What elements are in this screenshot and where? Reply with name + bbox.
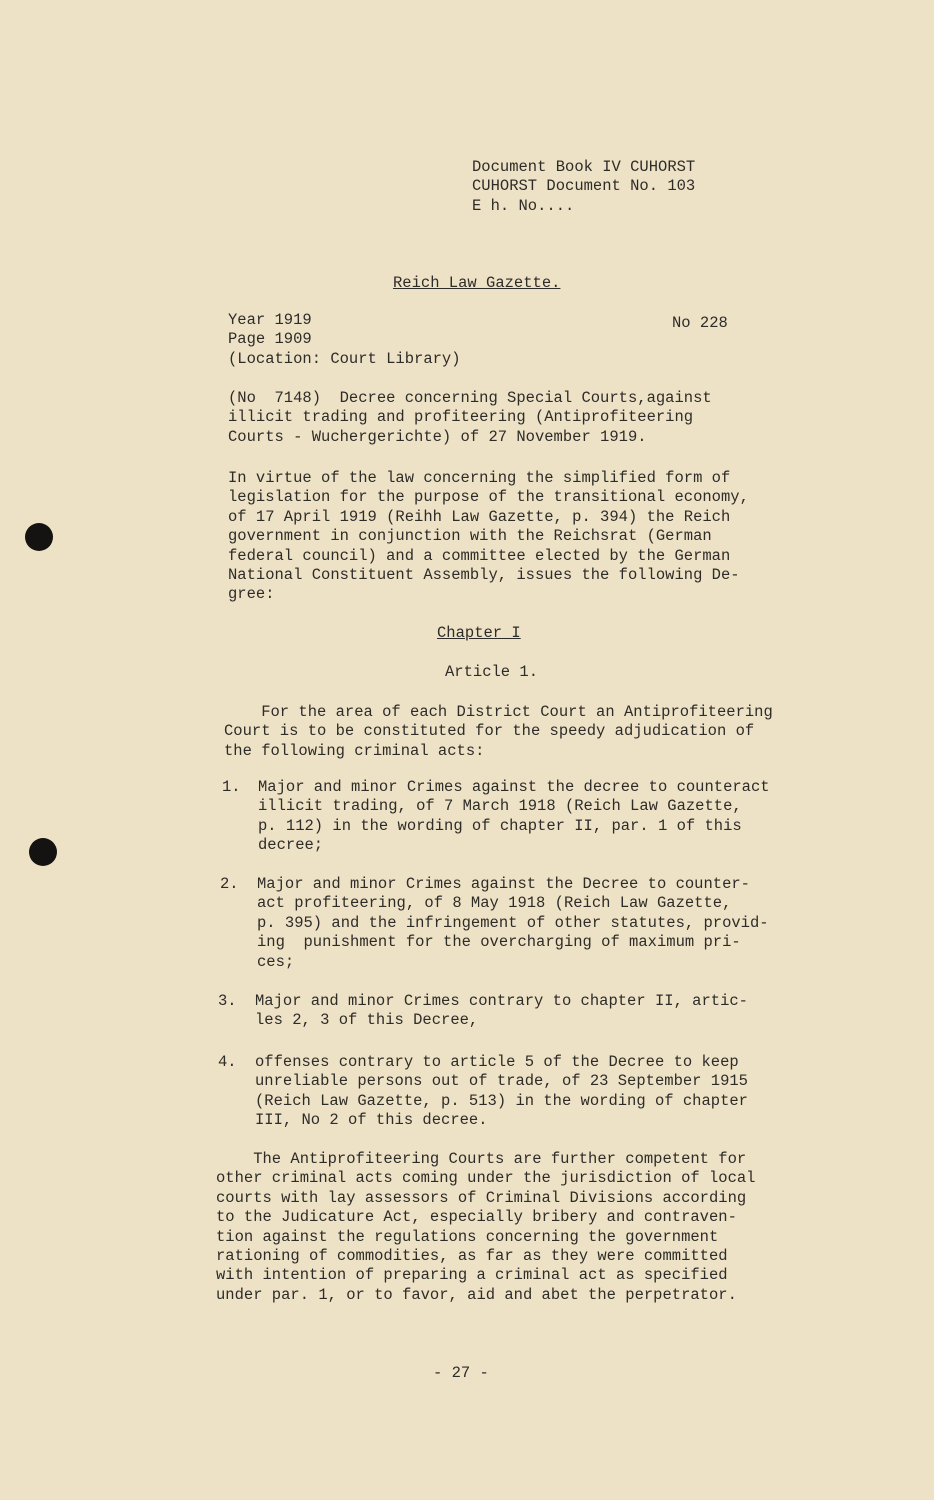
text-line: under par. 1, or to favor, aid and abet the perpetrator. [216,1285,737,1304]
text-line: federal council) and a committee elected by the German [228,546,731,565]
text-line: Court is to be constituted for the speedy adjudication of [224,722,755,741]
text-line: (No 7148) Decree concerning Special Courts,against [228,389,712,407]
text-line: other criminal acts coming under the jurisdiction of local [216,1169,756,1188]
text-line: to the Judicature Act, especially bribery and contraven- [216,1208,737,1227]
text-line: decree; [258,836,324,855]
decree-title [228,389,712,447]
text-line: III, No 2 of this decree. [255,1111,488,1130]
text-line: The Antiprofiteering Courts are further competent for [216,1150,747,1168]
text-line: p. 112) in the wording of chapter II, par. 1 of this [258,816,742,835]
text-line: government in conjunction with the Reichsrat (German [228,527,712,546]
item-number: 2. [220,875,239,893]
header-line: E h. No.... [472,196,575,215]
text-line: Courts - Wuchergerichte) of 27 November 1919. [228,427,647,446]
header-line: Document Book IV CUHORST [472,158,696,176]
punch-hole [25,523,53,551]
text-line: Major and minor Crimes against the decree to counteract [258,778,770,796]
page-number: - 27 - [433,1364,489,1382]
text-line: act profiteering, of 8 May 1918 (Reich Law Gazette, [257,894,732,913]
text-line: In virtue of the law concerning the simplified form of [228,469,731,487]
page-title: Reich Law Gazette. [393,274,561,292]
item-number: 3. [218,992,237,1010]
text-line: National Constituent Assembly, issues the following De- [228,566,740,585]
article-intro [224,703,773,761]
document-header [472,158,695,216]
text-line: p. 395) and the infringement of other statutes, provid- [257,913,769,932]
text-line: legislation for the purpose of the transitional economy, [228,488,749,507]
item-number: 4. [218,1053,237,1071]
text-line: les 2, 3 of this Decree, [255,1011,479,1030]
text-line: (Reich Law Gazette, p. 513) in the wording of chapter [255,1091,748,1110]
text-line: tion against the regulations concerning the government [216,1227,719,1246]
item-number: 1. [222,778,241,796]
text-line: Major and minor Crimes against the Decree to counter- [257,875,750,893]
item-text [255,1053,748,1131]
text-line: unreliable persons out of trade, of 23 September 1915 [255,1072,748,1091]
issue-number: No 228 [672,314,728,332]
item-text [257,875,769,972]
closing-paragraph [216,1150,756,1305]
text-line: illicit trading and profiteering (Antiprofiteering [228,408,694,427]
text-line: the following criminal acts: [224,741,485,760]
page: Page 1909 [228,330,312,349]
article-heading: Article 1. [445,663,539,681]
text-line: ing punishment for the overcharging of maximum pri- [257,933,741,952]
text-line: gree: [228,585,275,604]
text-line: ces; [257,952,295,971]
location: (Location: Court Library) [228,349,461,368]
text-line: Major and minor Crimes contrary to chapter II, artic- [255,992,748,1010]
header-line: CUHORST Document No. 103 [472,177,696,196]
chapter-heading: Chapter I [437,624,521,642]
text-line: rationing of commodities, as far as they were committed [216,1247,728,1266]
preamble [228,469,749,605]
year: Year 1919 [228,311,312,329]
text-line: of 17 April 1919 (Reihh Law Gazette, p. 394) the Reich [228,507,731,526]
text-line: courts with lay assessors of Criminal Divisions according [216,1188,747,1207]
item-text [255,992,748,1031]
text-line: with intention of preparing a criminal act as specified [216,1266,728,1285]
text-line: offenses contrary to article 5 of the Decree to keep [255,1053,739,1071]
publication-meta [228,311,461,369]
text-line: illicit trading, of 7 March 1918 (Reich Law Gazette, [258,797,742,816]
punch-hole [29,838,57,866]
item-text [258,778,770,856]
text-line: For the area of each District Court an Antiprofiteering [224,703,773,721]
